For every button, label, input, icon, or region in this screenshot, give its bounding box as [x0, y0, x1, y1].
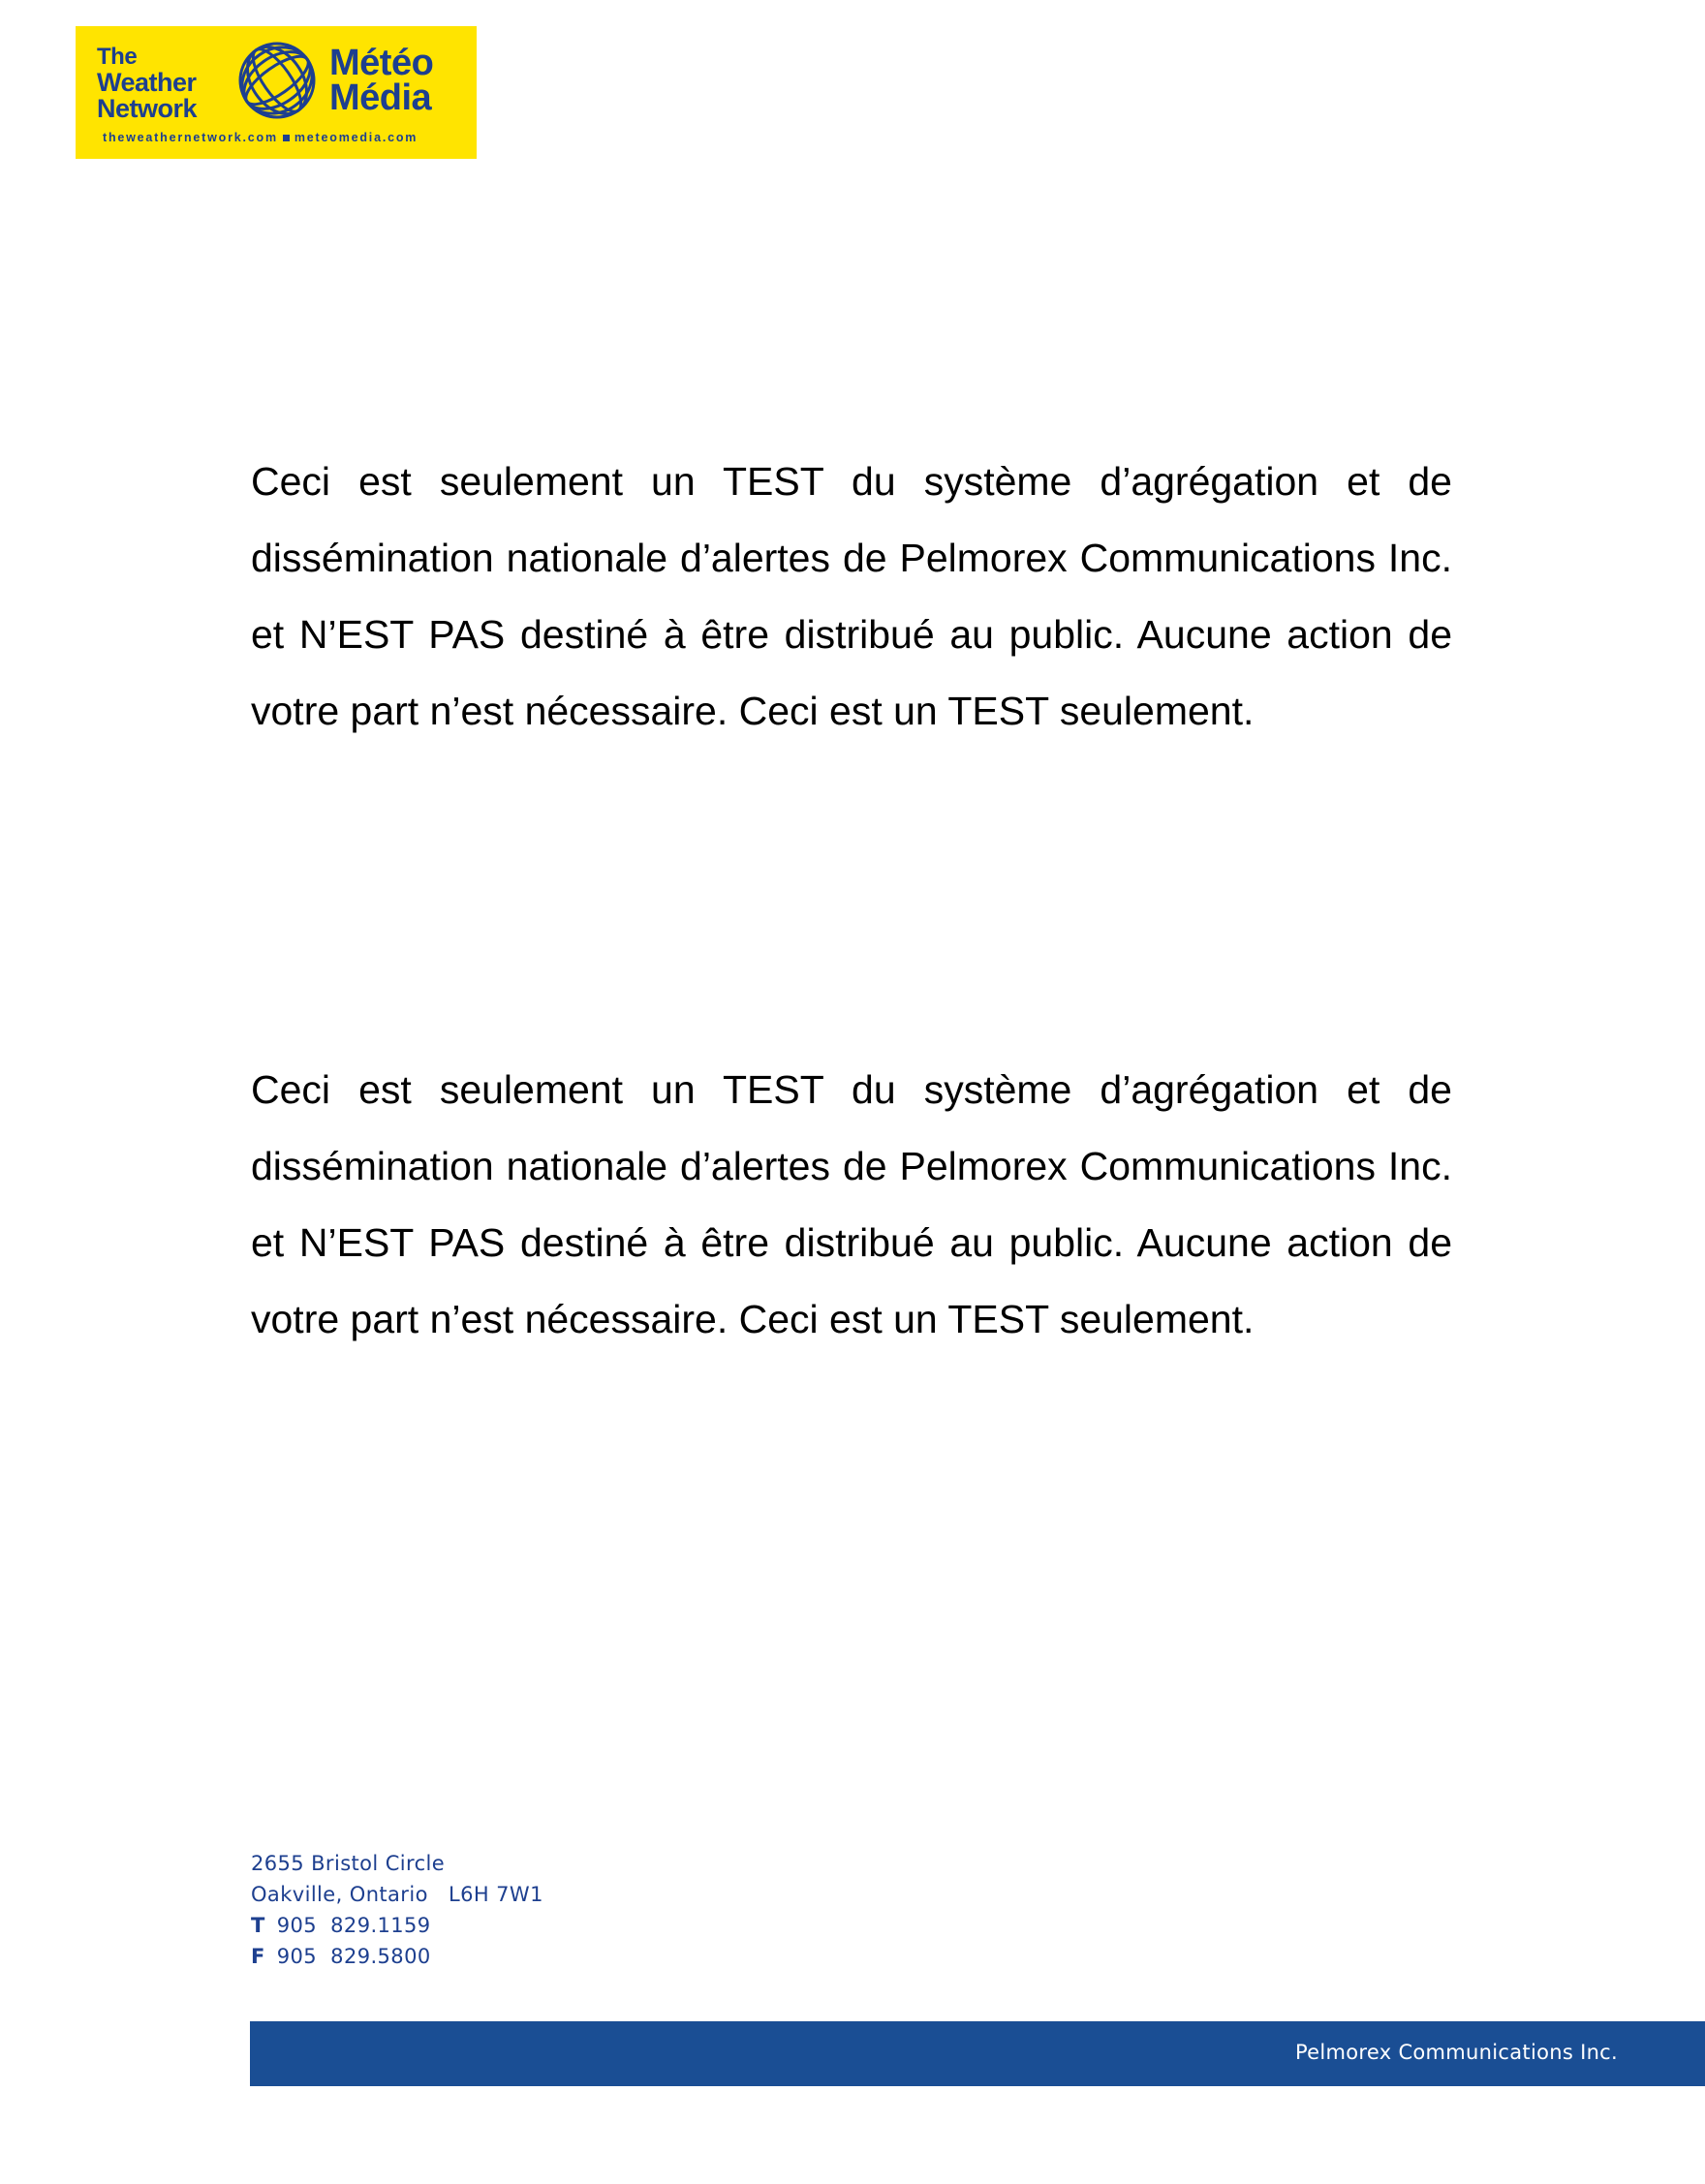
- logo-urls: [103, 131, 461, 144]
- logo-french-name: [329, 43, 434, 118]
- logo-text-media: Média: [329, 77, 432, 118]
- logo-text-network: Network: [97, 94, 198, 123]
- logo-text-meteo: Météo: [329, 43, 434, 83]
- address-telephone: [251, 1910, 543, 1941]
- test-notice-paragraph-2: Ceci est seulement un TEST du système d’agrégation et de dissémination nationale d’alertes de Pelmorex Communications Inc. et N’EST PAS destiné à être distribué au public. Aucune action de votre part n’est nécessaire. Ceci est un TEST seulement.: [251, 1067, 1452, 1341]
- logo-text-weather: Weather: [97, 68, 197, 97]
- company-logo: [76, 26, 477, 159]
- address-street: 2655 Bristol Circle: [251, 1852, 446, 1875]
- fax-label: F: [251, 1945, 265, 1968]
- logo-text-the: The: [97, 44, 138, 70]
- logo-url-en: theweathernetwork.com: [103, 131, 278, 144]
- logo-english-name: [97, 44, 197, 122]
- address-fax: [251, 1941, 543, 1972]
- telephone-label: T: [251, 1914, 265, 1937]
- address-city: Oakville, Ontario L6H 7W1: [251, 1883, 543, 1906]
- globe-icon: [232, 36, 322, 125]
- fax-number: 905 829.5800: [276, 1945, 431, 1968]
- footer-bar: [250, 2021, 1705, 2086]
- square-separator-icon: [283, 135, 290, 141]
- telephone-number: 905 829.1159: [276, 1914, 431, 1937]
- logo-url-fr: meteomedia.com: [294, 131, 418, 144]
- test-notice-paragraph-1: Ceci est seulement un TEST du système d’agrégation et de dissémination nationale d’alertes de Pelmorex Communications Inc. et N’EST PAS destiné à être distribué au public. Aucune action de votre part n’est nécessaire. Ceci est un TEST seulement.: [251, 459, 1452, 733]
- footer-company-name: Pelmorex Communications Inc.: [1294, 2041, 1618, 2064]
- address-block: [251, 1848, 543, 1972]
